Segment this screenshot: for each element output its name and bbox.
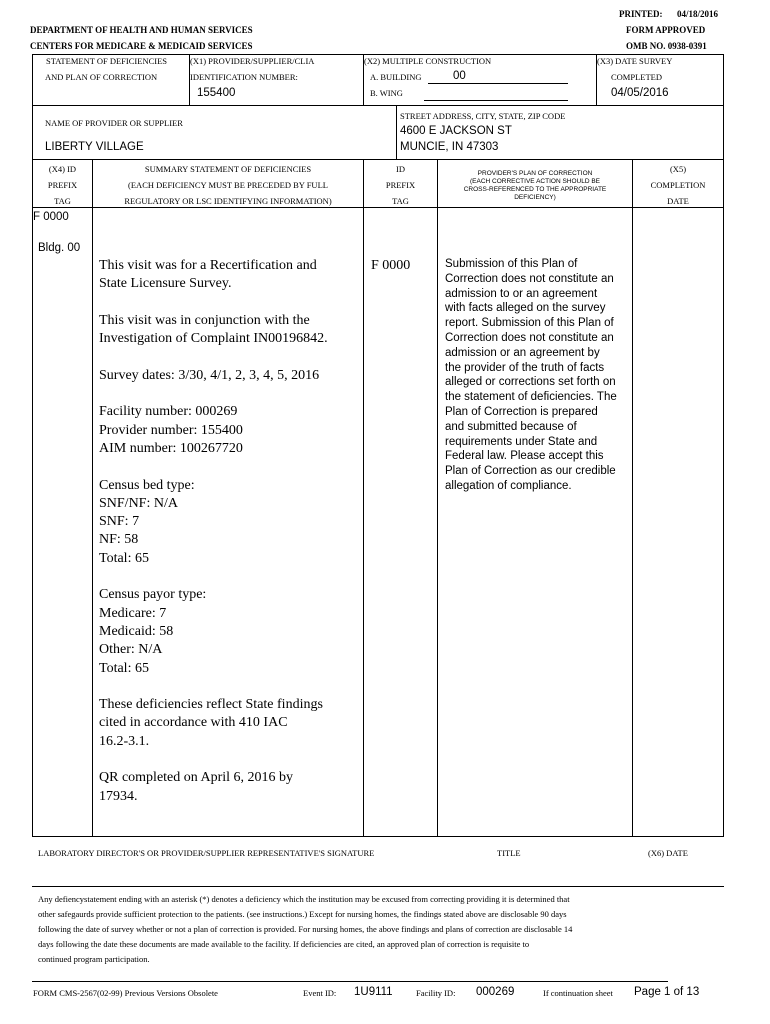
plan-line: with facts alleged on the survey <box>445 302 606 315</box>
summary-line: SNF: 7 <box>99 514 140 530</box>
box-left-edge <box>32 54 33 106</box>
plan-line: Plan of Correction as our credible <box>445 465 616 478</box>
summary-line: Medicare: 7 <box>99 605 167 621</box>
statement-label-2: AND PLAN OF CORRECTION <box>45 72 158 82</box>
left-tag: F 0000 <box>33 211 69 223</box>
col-divider-2 <box>363 160 364 837</box>
footer-rule <box>32 981 668 982</box>
provider-bottom-rule <box>32 159 724 160</box>
box-right-edge <box>723 54 724 166</box>
col-divider-4 <box>632 160 633 837</box>
footnote-line: other safegaurds provide sufficient protection to the patients. (see instructions.) Except for nursing homes, the findings stated above are disclosable 90 days <box>38 909 567 919</box>
summary-line <box>99 385 361 403</box>
centers-title: CENTERS FOR MEDICARE & MEDICAID SERVICES <box>30 41 253 51</box>
summary-line: 16.2-3.1. <box>99 733 150 749</box>
plan-line: alleged or corrections set forth on <box>445 376 616 389</box>
plan-line: Federal law. Please accept this <box>445 450 604 463</box>
summary-line: NF: 58 <box>99 532 139 548</box>
summary-line <box>99 348 361 366</box>
address-label: STREET ADDRESS, CITY, STATE, ZIP CODE <box>400 111 566 121</box>
col-left-edge <box>32 160 33 837</box>
facility-id-label: Facility ID: <box>416 988 456 998</box>
summary-line: QR completed on April 6, 2016 by <box>99 770 294 786</box>
plan-of-correction <box>445 257 631 494</box>
plan-line: Correction does not constitute an <box>445 272 614 285</box>
summary-line <box>99 294 361 312</box>
signature-bottom-rule <box>32 886 724 887</box>
top-rule <box>32 54 724 55</box>
building-underline <box>428 83 568 84</box>
summary-line: 17934. <box>99 788 138 804</box>
plan-line: the statement of deficiencies. The <box>445 391 617 404</box>
footnote-line: days following the date these documents are made available to the facility. If deficiencies are cited, an approved plan of correction is requisite to <box>38 939 530 949</box>
plan-line: report. Submission of this Plan of <box>445 317 614 330</box>
provider-name-label: NAME OF PROVIDER OR SUPPLIER <box>45 118 183 128</box>
summary-line: Survey dates: 3/30, 4/1, 2, 3, 4, 5, 2016 <box>99 367 320 383</box>
department-title: DEPARTMENT OF HEALTH AND HUMAN SERVICES <box>30 25 253 35</box>
summary-statement <box>99 257 361 806</box>
summary-line <box>99 458 361 476</box>
title-label: TITLE <box>497 848 521 858</box>
summary-line: Census bed type: <box>99 477 195 493</box>
x3-label: (X3) DATE SURVEY <box>597 56 673 66</box>
x1-label: (X1) PROVIDER/SUPPLIER/CLIA <box>190 56 315 66</box>
col-header-bottom-rule <box>32 207 724 208</box>
x2-label: (X2) MULTIPLE CONSTRUCTION <box>364 56 492 66</box>
summary-line <box>99 678 361 696</box>
footnote-line: Any defiencystatement ending with an asterisk (*) denotes a deficiency which the institution may be excused from correcting providing it is determined that <box>38 894 570 904</box>
x5-label: (X5) <box>669 164 687 174</box>
plan-header-1: PROVIDER'S PLAN OF CORRECTION <box>477 170 593 177</box>
id-tag: TAG <box>392 196 409 206</box>
plan-header-2: (EACH CORRECTIVE ACTION SHOULD BE <box>469 178 601 185</box>
wing-underline <box>424 100 568 101</box>
address-line2: MUNCIE, IN 47303 <box>400 141 499 153</box>
building-tag: Bldg. 00 <box>38 242 81 254</box>
omb-number: OMB NO. 0938-0391 <box>626 41 707 51</box>
printed-date: 04/18/2016 <box>677 9 719 19</box>
plan-header <box>438 170 632 202</box>
x3-sublabel: COMPLETED <box>611 72 662 82</box>
plan-line: Submission of this Plan of <box>445 258 578 270</box>
summary-line: These deficiencies reflect State findings <box>99 697 323 713</box>
row1-bottom-rule <box>32 105 724 106</box>
summary-line: Provider number: 155400 <box>99 422 243 438</box>
x5-completion: COMPLETION <box>650 180 706 190</box>
col-divider-3 <box>437 160 438 837</box>
summary-line <box>99 568 361 586</box>
printed-label: PRINTED: <box>619 9 663 19</box>
x5-date: DATE <box>667 196 689 206</box>
facility-id-value: 000269 <box>476 986 515 998</box>
building-label: A. BUILDING <box>370 72 422 82</box>
summary-line: cited in accordance with 410 IAC <box>99 715 288 731</box>
event-id-label: Event ID: <box>303 988 337 998</box>
form-approved: FORM APPROVED <box>626 25 706 35</box>
summary-line: This visit was in conjunction with the <box>99 312 310 328</box>
plan-line: requirements under State and <box>445 435 598 448</box>
page-number: Page 1 of 13 <box>634 986 700 998</box>
signature-label: LABORATORY DIRECTOR'S OR PROVIDER/SUPPLIER REPRESENTATIVE'S SIGNATURE <box>38 848 375 858</box>
form-number: FORM CMS-2567(02-99) Previous Versions Obsolete <box>33 988 218 998</box>
summary-header-1: SUMMARY STATEMENT OF DEFICIENCIES <box>144 164 312 174</box>
summary-line <box>99 751 361 769</box>
survey-date-value: 04/05/2016 <box>611 87 669 99</box>
continuation-label: If continuation sheet <box>543 988 613 998</box>
plan-line: the provider of the truth of facts <box>445 361 605 374</box>
id-label: ID <box>396 164 405 174</box>
summary-header-2: (EACH DEFICIENCY MUST BE PRECEDED BY FULL <box>128 180 328 190</box>
provider-left-edge <box>32 106 33 167</box>
summary-line: AIM number: 100267720 <box>99 440 243 456</box>
plan-line: admission to or an agreement <box>445 287 598 300</box>
col-right-edge <box>723 160 724 837</box>
plan-line: Plan of Correction is prepared <box>445 405 598 418</box>
summary-line: This visit was for a Recertification and <box>99 258 317 273</box>
plan-header-3: CROSS-REFERENCED TO THE APPROPRIATE <box>463 186 607 193</box>
building-value: 00 <box>453 70 466 82</box>
summary-line: State Licensure Survey. <box>99 276 232 292</box>
plan-line: and submitted because of <box>445 420 577 433</box>
table-bottom-rule <box>32 836 724 837</box>
x1-sublabel: IDENTIFICATION NUMBER: <box>190 72 298 82</box>
x6-date-label: (X6) DATE <box>648 848 688 858</box>
summary-line: Total: 65 <box>99 550 149 566</box>
summary-line: Other: N/A <box>99 642 163 658</box>
plan-line: allegation of compliance. <box>445 479 572 492</box>
summary-line: Investigation of Complaint IN00196842. <box>99 331 328 347</box>
address-line1: 4600 E JACKSON ST <box>400 125 512 137</box>
x4-tag: TAG <box>54 196 71 206</box>
provider-divider <box>396 106 397 160</box>
provider-id-value: 155400 <box>197 87 236 99</box>
event-id-value: 1U9111 <box>354 986 393 998</box>
footnote <box>38 892 718 967</box>
provider-name-value: LIBERTY VILLAGE <box>45 141 144 153</box>
x4-prefix: PREFIX <box>47 180 78 190</box>
summary-header-3: REGULATORY OR LSC IDENTIFYING INFORMATION) <box>124 196 332 206</box>
statement-label: STATEMENT OF DEFICIENCIES <box>46 56 168 66</box>
right-tag: F 0000 <box>371 258 411 273</box>
wing-label: B. WING <box>370 88 403 98</box>
summary-line: Medicaid: 58 <box>99 623 174 639</box>
footnote-line: continued program participation. <box>38 954 150 964</box>
footnote-line: following the date of survey whether or not a plan of correction is provided. For nursing homes, the above findings and plans of correction are disclosable 14 <box>38 924 573 934</box>
x4-label: (X4) ID <box>48 164 77 174</box>
plan-line: admission or an agreement by <box>445 346 600 359</box>
plan-header-4: DEFICIENCY) <box>514 194 556 201</box>
plan-line: Correction does not constitute an <box>445 331 614 344</box>
col-divider-1 <box>92 160 93 837</box>
summary-line: Census payor type: <box>99 587 207 603</box>
summary-line: Total: 65 <box>99 660 149 676</box>
summary-line: SNF/NF: N/A <box>99 495 178 511</box>
summary-line: Facility number: 000269 <box>99 404 238 420</box>
id-prefix: PREFIX <box>385 180 416 190</box>
